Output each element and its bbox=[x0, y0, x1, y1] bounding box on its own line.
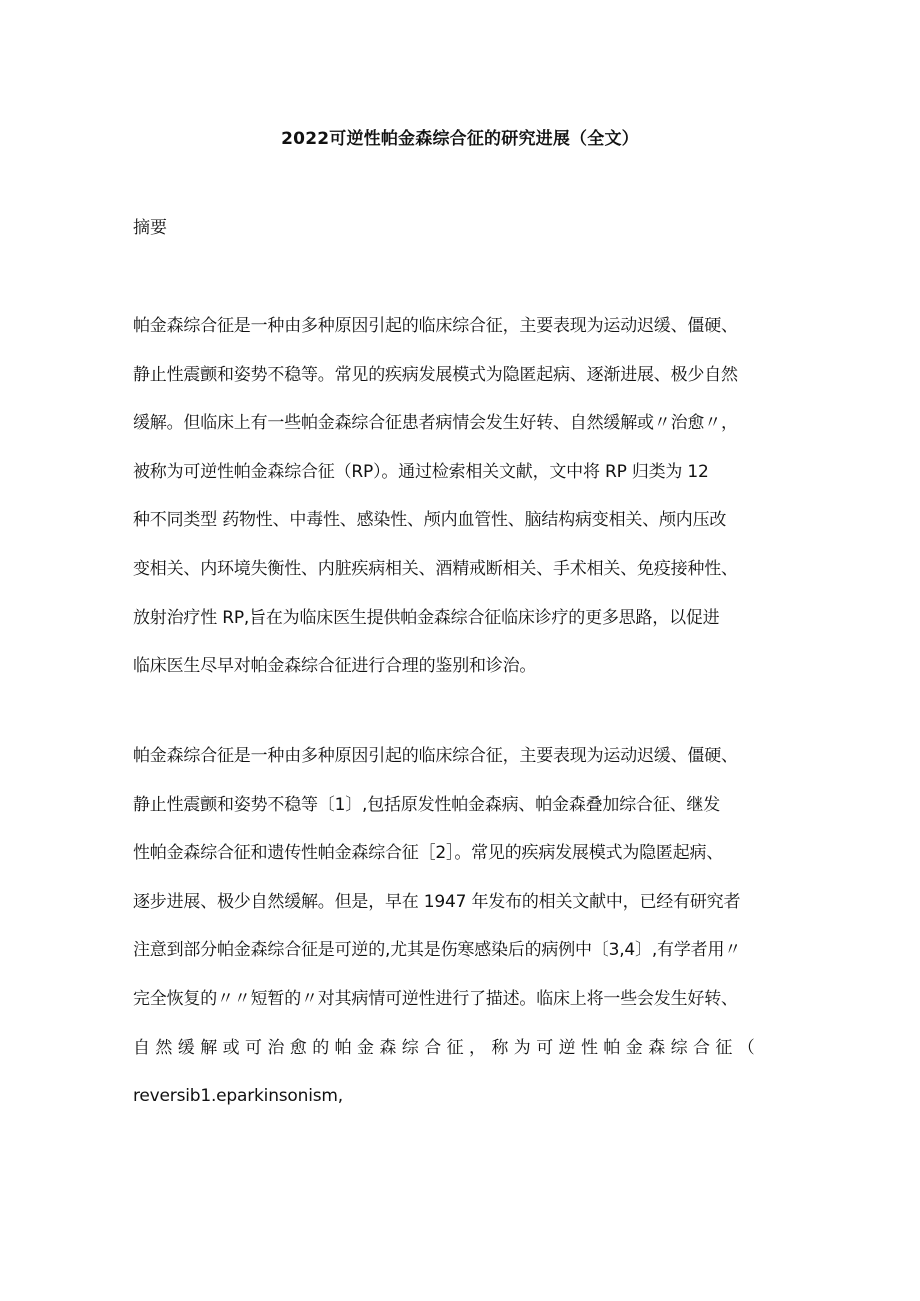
body-paragraph bbox=[133, 744, 803, 1133]
text-line: 放射治疗性 RP,旨在为临床医生提供帕金森综合征临床诊疗的更多思路，以促进 bbox=[133, 607, 720, 628]
text-line: 种不同类型 药物性、中毒性、感染性、颅内血管性、脑结构病变相关、颅内压改 bbox=[133, 510, 727, 531]
text-line: 性帕金森综合征和遗传性帕金森综合征［2］。常见的疾病发展模式为隐匿起病、 bbox=[133, 843, 724, 864]
text-line: 自然缓解或可治愈的帕金森综合征，称为可逆性帕金森综合征（ bbox=[133, 1037, 761, 1058]
text-line: 注意到部分帕金森综合征是可逆的,尤其是伤寒感染后的病例中〔3,4〕,有学者用〃 bbox=[133, 940, 742, 961]
text-line: 逐步进展、极少自然缓解。但是，早在 1947 年发布的相关文献中，已经有研究者 bbox=[133, 891, 741, 912]
text-line: 变相关、内环境失衡性、内脏疾病相关、酒精戒断相关、手术相关、免疫接种性、 bbox=[133, 558, 738, 579]
text-line: 被称为可逆性帕金森综合征（RP）。通过检索相关文献，文中将 RP 归类为 12 bbox=[133, 461, 709, 482]
text-line: 缓解。但临床上有一些帕金森综合征患者病情会发生好转、自然缓解或〃治愈〃， bbox=[133, 413, 738, 434]
text-line: reversib1.eparkinsonism, bbox=[133, 1086, 343, 1107]
text-line: 临床医生尽早对帕金森综合征进行合理的鉴别和诊治。 bbox=[133, 656, 537, 677]
abstract-heading: 摘要 bbox=[133, 218, 167, 238]
abstract-paragraph bbox=[133, 314, 803, 703]
text-line: 完全恢复的〃〃短暂的〃对其病情可逆性进行了描述。临床上将一些会发生好转、 bbox=[133, 988, 738, 1009]
text-line: 静止性震颤和姿势不稳等。常见的疾病发展模式为隐匿起病、逐渐进展、极少自然 bbox=[133, 364, 738, 385]
text-line: 静止性震颤和姿势不稳等〔1〕,包括原发性帕金森病、帕金森叠加综合征、继发 bbox=[133, 794, 721, 815]
document-title: 2022可逆性帕金森综合征的研究进展（全文） bbox=[281, 129, 639, 149]
text-line: 帕金森综合征是一种由多种原因引起的临床综合征，主要表现为运动迟缓、僵硬、 bbox=[133, 316, 738, 336]
text-line: 帕金森综合征是一种由多种原因引起的临床综合征，主要表现为运动迟缓、僵硬、 bbox=[133, 746, 738, 766]
